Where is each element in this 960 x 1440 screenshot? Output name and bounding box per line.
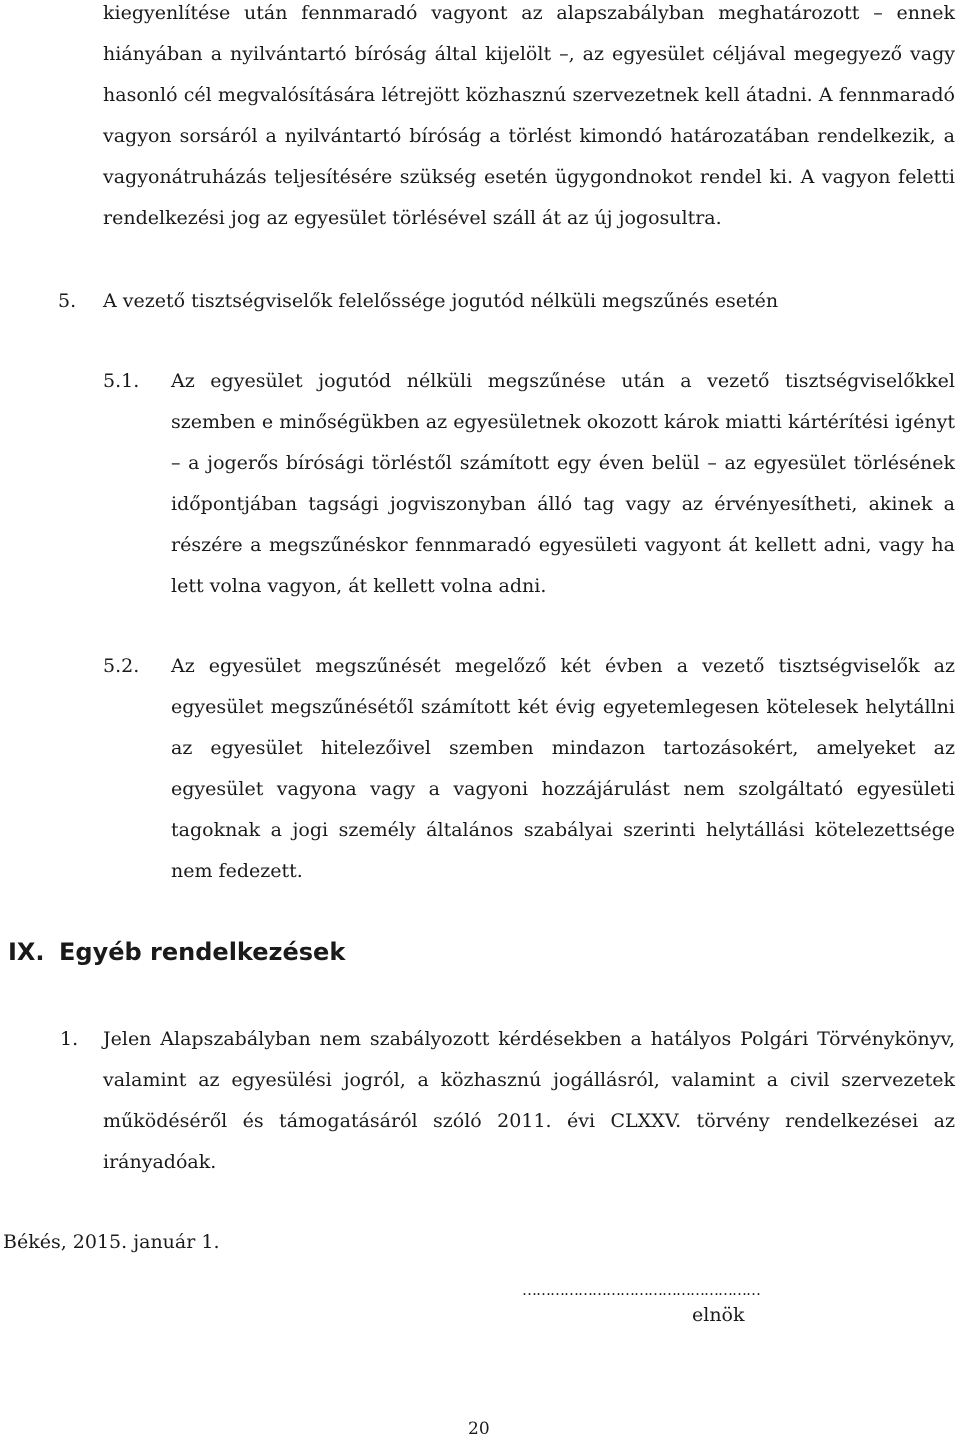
paragraph-5-1-line-5: részére a megszűnéskor fennmaradó egyesületi vagyont át kellett adni, vagy ha xyxy=(171,534,955,556)
intro-line-1: kiegyenlítése után fennmaradó vagyont az alapszabályban meghatározott – ennek xyxy=(103,2,955,24)
point-1-number: 1. xyxy=(60,1028,79,1050)
intro-line-2: hiányában a nyilvántartó bíróság által kijelölt –, az egyesület céljával megegyező vagy xyxy=(103,43,955,65)
section-5-title: A vezető tisztségviselők felelőssége jogutód nélküli megszűnés esetén xyxy=(103,290,779,312)
intro-line-6: rendelkezési jog az egyesület törlésével száll át az új jogosultra. xyxy=(103,207,722,229)
paragraph-5-2-number: 5.2. xyxy=(103,655,140,677)
paragraph-5-2-line-5: tagoknak a jogi személy általános szabályai szerinti helytállási kötelezettsége xyxy=(171,819,955,841)
intro-line-3: hasonló cél megvalósítására létrejött közhasznú szervezetnek kell átadni. A fennmaradó xyxy=(103,84,955,106)
point-1-line-1: Jelen Alapszabályban nem szabályozott kérdésekben a hatályos Polgári Törvénykönyv, xyxy=(103,1028,955,1050)
chapter-title: Egyéb rendelkezések xyxy=(59,938,346,966)
paragraph-5-2-line-4: egyesület vagyona vagy a vagyoni hozzájárulást nem szolgáltató egyesületi xyxy=(171,778,955,800)
point-1-line-4: irányadóak. xyxy=(103,1151,217,1173)
chapter-number: IX. xyxy=(8,938,45,966)
paragraph-5-1-line-3: – a jogerős bírósági törléstől számított egy éven belül – az egyesület törlésének xyxy=(171,452,955,474)
paragraph-5-1-line-6: lett volna vagyon, át kellett volna adni. xyxy=(171,575,547,597)
page-number: 20 xyxy=(468,1419,490,1439)
place-date: Békés, 2015. január 1. xyxy=(3,1231,220,1253)
paragraph-5-1-line-2: szemben e minőségükben az egyesületnek okozott károk miatti kártérítési igényt xyxy=(171,411,955,433)
intro-line-5: vagyonátruházás teljesítésére szükség esetén ügygondnokot rendel ki. A vagyon feletti xyxy=(103,166,955,188)
paragraph-5-2-line-1: Az egyesület megszűnését megelőző két évben a vezető tisztségviselők az xyxy=(171,655,955,677)
intro-line-4: vagyon sorsáról a nyilvántartó bíróság a törlést kimondó határozatában rendelkezik, a xyxy=(103,125,955,147)
paragraph-5-2-line-3: az egyesület hitelezőivel szemben mindazon tartozásokért, amelyeket az xyxy=(171,737,955,759)
point-1-line-2: valamint az egyesülési jogról, a közhasznú jogállásról, valamint a civil szervezetek xyxy=(103,1069,955,1091)
paragraph-5-2-line-2: egyesület megszűnésétől számított két évig egyetemlegesen kötelesek helytállni xyxy=(171,696,955,718)
signature-role: elnök xyxy=(692,1304,745,1326)
paragraph-5-1-line-4: időpontjában tagsági jogviszonyban álló tag vagy az érvényesítheti, akinek a xyxy=(171,493,955,515)
section-5-number: 5. xyxy=(58,290,77,312)
paragraph-5-1-number: 5.1. xyxy=(103,370,140,392)
paragraph-5-2-line-6: nem fedezett. xyxy=(171,860,303,882)
point-1-line-3: működéséről és támogatásáról szóló 2011. évi CLXXV. törvény rendelkezései az xyxy=(103,1110,955,1132)
paragraph-5-1-line-1: Az egyesület jogutód nélküli megszűnése után a vezető tisztségviselőkkel xyxy=(171,370,955,392)
signature-line: …………………………………………… xyxy=(522,1281,760,1299)
